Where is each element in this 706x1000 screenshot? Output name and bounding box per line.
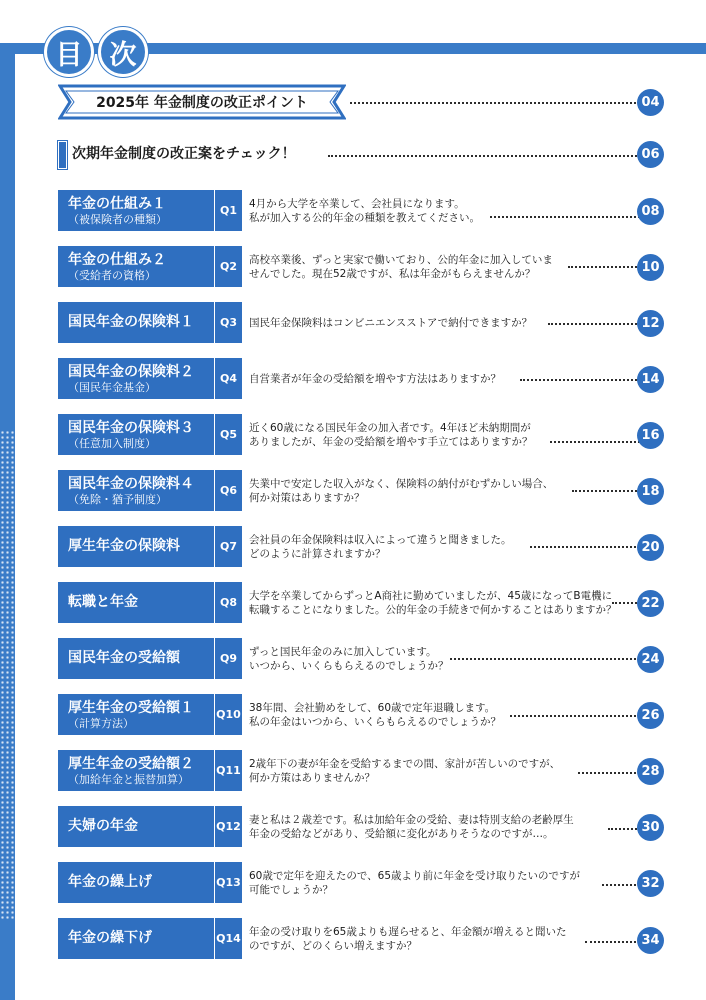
question-line-1: 38年間、会社勤めをして、60歳で定年退職します。 — [249, 701, 496, 714]
feature-title[interactable]: 2025年 年金制度の改正ポイント — [96, 95, 308, 111]
row-leader — [572, 490, 640, 492]
question-number: Q1 — [214, 190, 242, 231]
question-number: Q6 — [214, 470, 242, 511]
check-marker — [58, 141, 67, 169]
page-number[interactable]: 34 — [637, 927, 664, 954]
category-subtitle: （免除・猶予制度） — [68, 492, 167, 506]
question-line-2: せんでした。現在52歳ですが、私は年金がもらえませんか？ — [249, 267, 536, 280]
row-leader — [568, 266, 640, 268]
category-title: 国民年金の受給額 — [68, 650, 180, 666]
row-leader — [490, 216, 640, 218]
question-line-1: 大学を卒業してからずっとA商社に勤めていましたが、45歳になってB電機に — [249, 589, 613, 602]
question-line-1: 失業中で安定した収入がなく、保険料の納付がむずかしい場合、 — [249, 477, 554, 490]
question-text[interactable] — [249, 806, 574, 847]
toc-category[interactable] — [58, 582, 214, 623]
question-line-1: 自営業者が年金の受給額を増やす方法はありますか？ — [249, 372, 501, 385]
page-number[interactable]: 10 — [637, 254, 664, 281]
row-leader — [550, 441, 640, 443]
page-number[interactable]: 28 — [637, 758, 664, 785]
row-leader — [608, 828, 640, 830]
question-line-1: ずっと国民年金のみに加入しています。 — [249, 645, 437, 658]
question-line-1: 2歳年下の妻が年金を受給するまでの間、家計が苦しいのですが、 — [249, 757, 561, 770]
toc-category[interactable] — [58, 694, 214, 735]
question-text[interactable] — [249, 358, 501, 399]
toc-category[interactable] — [58, 302, 214, 343]
category-subtitle: （加給年金と振替加算） — [68, 772, 189, 786]
page-number[interactable]: 12 — [637, 310, 664, 337]
question-text[interactable] — [249, 302, 532, 343]
category-title: 年金の繰下げ — [68, 930, 152, 946]
row-leader — [612, 602, 640, 604]
category-title: 厚生年金の保険料 — [68, 538, 180, 554]
question-line-2: 年金の受給などがあり、受給額に変化がありそうなのですが…。 — [249, 827, 554, 840]
page-number[interactable]: 30 — [637, 814, 664, 841]
row-leader — [510, 715, 640, 717]
category-title: 年金の繰上げ — [68, 874, 152, 890]
page-number[interactable]: 32 — [637, 870, 664, 897]
category-title: 年金の仕組み２ — [68, 251, 166, 268]
category-subtitle: （受給者の資格） — [68, 268, 156, 282]
check-page-number[interactable]: 06 — [637, 141, 664, 168]
question-text[interactable] — [249, 638, 449, 679]
question-text[interactable] — [249, 246, 553, 287]
question-number: Q13 — [214, 862, 242, 903]
feature-leader — [350, 102, 640, 104]
category-title: 国民年金の保険料３ — [68, 419, 194, 436]
question-line-2: どのように計算されますか？ — [249, 547, 386, 560]
question-text[interactable] — [249, 526, 512, 567]
question-line-1: 4月から大学を卒業して、会社員になります。 — [249, 197, 465, 210]
question-line-1: 年金の受け取りを65歳よりも遅らせると、年金額が増えると聞いた — [249, 925, 567, 938]
question-line-1: 高校卒業後、ずっと実家で働いており、公的年金に加入していま — [249, 253, 553, 266]
question-line-2: 転職することになりました。公的年金の手続きで何かすることはありますか？ — [249, 603, 617, 616]
row-leader — [548, 323, 640, 325]
toc-category[interactable] — [58, 862, 214, 903]
question-line-1: 国民年金保険料はコンビニエンスストアで納付できますか？ — [249, 316, 533, 329]
question-number: Q5 — [214, 414, 242, 455]
question-number: Q4 — [214, 358, 242, 399]
question-line-2: 何か方策はありませんか？ — [249, 771, 375, 784]
question-text[interactable] — [249, 694, 501, 735]
category-subtitle: （任意加入制度） — [68, 436, 156, 450]
question-number: Q9 — [214, 638, 242, 679]
row-leader — [450, 658, 640, 660]
toc-category[interactable] — [58, 190, 214, 231]
category-title: 厚生年金の受給額２ — [68, 755, 194, 772]
page-number[interactable]: 22 — [637, 590, 664, 617]
category-subtitle: （被保険者の種類） — [68, 212, 167, 226]
toc-category[interactable] — [58, 470, 214, 511]
title-char-1: 目 — [44, 27, 94, 77]
question-number: Q7 — [214, 526, 242, 567]
question-line-1: 妻と私は２歳差です。私は加給年金の受給、妻は特別支給の老齢厚生 — [249, 813, 574, 826]
row-leader — [578, 772, 640, 774]
category-title: 転職と年金 — [68, 594, 138, 610]
row-leader — [585, 941, 640, 943]
page-number[interactable]: 08 — [637, 198, 664, 225]
page-number[interactable]: 20 — [637, 534, 664, 561]
question-number: Q3 — [214, 302, 242, 343]
category-title: 夫婦の年金 — [68, 818, 138, 834]
question-text[interactable] — [249, 862, 580, 903]
question-text[interactable] — [249, 582, 617, 623]
category-title: 国民年金の保険料１ — [68, 314, 194, 330]
question-number: Q12 — [214, 806, 242, 847]
page-number[interactable]: 24 — [637, 646, 664, 673]
question-line-1: 近く60歳になる国民年金の加入者です。4年ほど未納期間が — [249, 421, 531, 434]
toc-category[interactable] — [58, 246, 214, 287]
question-line-2: のですが、どのくらい増えますか？ — [249, 939, 417, 952]
row-leader — [520, 379, 640, 381]
toc-category[interactable] — [58, 918, 214, 959]
question-line-1: 60歳で定年を迎えたので、65歳より前に年金を受け取りたいのですが — [249, 869, 581, 882]
question-line-2: いつから、いくらもらえるのでしょうか？ — [249, 659, 449, 672]
page-number[interactable]: 14 — [637, 366, 664, 393]
question-number: Q2 — [214, 246, 242, 287]
question-text[interactable] — [249, 190, 480, 231]
category-subtitle: （国民年金基金） — [68, 380, 156, 394]
dot-pattern — [0, 430, 15, 920]
row-leader — [530, 546, 640, 548]
question-line-2: 私が加入する公的年金の種類を教えてください。 — [249, 211, 480, 224]
question-line-2: 私の年金はいつから、いくらもらえるのでしょうか？ — [249, 715, 501, 728]
category-subtitle: （計算方法） — [68, 716, 134, 730]
toc-category[interactable] — [58, 750, 214, 791]
feature-page-number[interactable]: 04 — [637, 89, 664, 116]
title-char-2: 次 — [98, 27, 148, 77]
question-text[interactable] — [249, 414, 533, 455]
toc-category[interactable] — [58, 358, 214, 399]
question-text[interactable] — [249, 918, 567, 959]
category-title: 年金の仕組み１ — [68, 195, 166, 212]
toc-category[interactable] — [58, 526, 214, 567]
page-number[interactable]: 18 — [637, 478, 664, 505]
question-line-2: ありましたが、年金の受給額を増やす手立てはありますか？ — [249, 435, 533, 448]
category-title: 国民年金の保険料２ — [68, 363, 194, 380]
toc-category[interactable] — [58, 806, 214, 847]
page-number[interactable]: 26 — [637, 702, 664, 729]
question-number: Q8 — [214, 582, 242, 623]
question-number: Q14 — [214, 918, 242, 959]
question-text[interactable] — [249, 750, 560, 791]
toc-category[interactable] — [58, 414, 214, 455]
toc-category[interactable] — [58, 638, 214, 679]
question-text[interactable] — [249, 470, 553, 511]
category-title: 国民年金の保険料４ — [68, 475, 194, 492]
question-line-1: 会社員の年金保険料は収入によって違うと聞きました。 — [249, 533, 512, 546]
question-number: Q11 — [214, 750, 242, 791]
question-line-2: 何か対策はありますか？ — [249, 491, 365, 504]
page-number[interactable]: 16 — [637, 422, 664, 449]
question-line-2: 可能でしょうか？ — [249, 883, 333, 896]
row-leader — [602, 884, 640, 886]
page-title — [44, 27, 148, 77]
category-title: 厚生年金の受給額１ — [68, 699, 194, 716]
check-leader — [328, 155, 640, 157]
check-title[interactable]: 次期年金制度の改正案をチェック！ — [72, 146, 296, 162]
question-number: Q10 — [214, 694, 242, 735]
